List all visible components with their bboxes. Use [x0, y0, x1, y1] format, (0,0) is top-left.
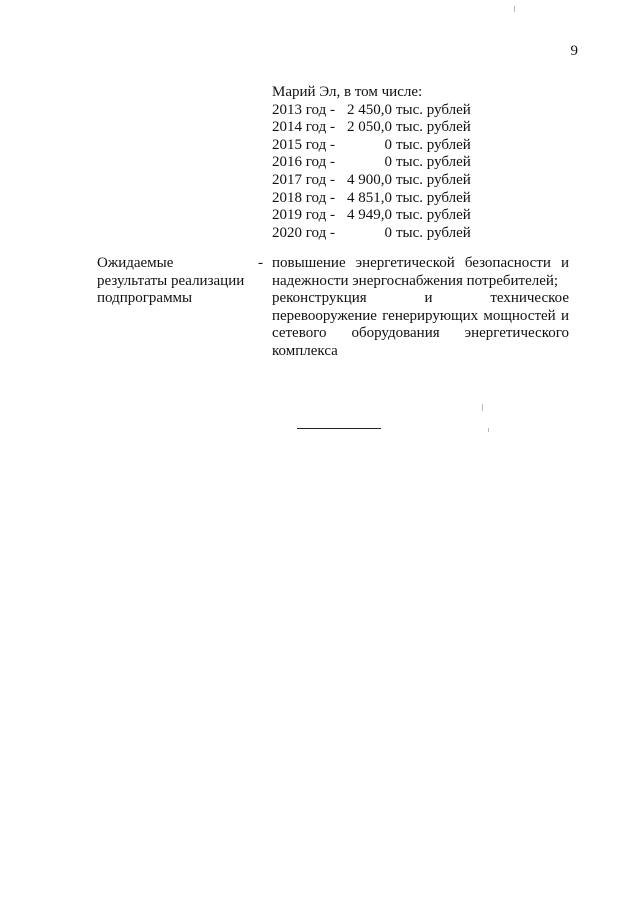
label-line: результаты реализации — [97, 272, 245, 289]
funding-amount: 4 851,0 — [347, 189, 392, 206]
funding-row-2019 — [272, 207, 471, 225]
results-word: генерирующих — [382, 307, 479, 324]
funding-year: 2020 год - — [272, 224, 335, 241]
funding-intro: Марий Эл, в том числе: — [272, 84, 423, 100]
label-separator-dash: - — [258, 255, 263, 271]
funding-year: 2018 год - — [272, 189, 335, 206]
expected-results-text — [272, 255, 569, 361]
funding-unit: тыс. рублей — [396, 136, 471, 153]
funding-row-2015 — [272, 137, 471, 155]
results-word: и — [560, 307, 569, 324]
results-word: повышение — [272, 255, 346, 271]
funding-amount: 2 450,0 — [347, 101, 392, 118]
funding-amount: 2 050,0 — [347, 119, 392, 136]
funding-amount: 0 — [384, 136, 392, 153]
funding-amount: 4 949,0 — [347, 207, 392, 224]
results-line — [272, 325, 569, 343]
funding-amount: 0 — [384, 154, 392, 171]
scan-speck — [514, 6, 515, 12]
results-word: комплекса — [272, 342, 338, 359]
results-word: реконструкция — [272, 290, 367, 307]
funding-unit: тыс. рублей — [396, 207, 471, 224]
funding-amount: 0 — [384, 224, 392, 241]
results-word: надежности энергоснабжения потребителей; — [272, 272, 559, 289]
funding-breakdown — [272, 84, 471, 242]
scan-speck — [488, 428, 489, 432]
results-word: безопасности — [464, 255, 551, 271]
results-line — [272, 290, 569, 308]
results-word: и — [424, 290, 433, 307]
label-line: подпрограммы — [97, 290, 193, 307]
funding-year: 2019 год - — [272, 207, 335, 224]
end-of-section-rule — [297, 428, 381, 429]
funding-amount: 4 900,0 — [347, 171, 392, 188]
funding-row-2020 — [272, 225, 471, 243]
results-line — [272, 255, 569, 273]
funding-unit: тыс. рублей — [396, 224, 471, 241]
funding-row-2016 — [272, 154, 471, 172]
funding-unit: тыс. рублей — [396, 101, 471, 118]
results-word: энергетического — [464, 325, 569, 342]
expected-results-label — [97, 255, 257, 308]
results-word: оборудования — [351, 325, 440, 342]
results-line — [272, 308, 569, 326]
results-word: мощностей — [483, 307, 556, 324]
results-line — [272, 273, 569, 291]
results-line — [272, 343, 569, 361]
funding-row-2017 — [272, 172, 471, 190]
funding-year: 2013 год - — [272, 101, 335, 118]
results-word: и — [560, 255, 569, 271]
funding-unit: тыс. рублей — [396, 154, 471, 171]
funding-year: 2016 год - — [272, 154, 335, 171]
funding-unit: тыс. рублей — [396, 189, 471, 206]
funding-year: 2014 год - — [272, 119, 335, 136]
scan-speck — [482, 404, 483, 411]
results-word: перевооружение — [272, 307, 377, 324]
funding-unit: тыс. рублей — [396, 171, 471, 188]
funding-year: 2015 год - — [272, 136, 335, 153]
label-line: Ожидаемые — [97, 255, 174, 271]
funding-year: 2017 год - — [272, 171, 335, 188]
results-word: энергетической — [355, 255, 455, 271]
results-word: сетевого — [272, 325, 327, 342]
funding-row-2013 — [272, 102, 471, 120]
results-word: техническое — [490, 290, 569, 307]
page-number: 9 — [570, 43, 578, 59]
funding-unit: тыс. рублей — [396, 119, 471, 136]
funding-row-2018 — [272, 190, 471, 208]
funding-row-2014 — [272, 119, 471, 137]
